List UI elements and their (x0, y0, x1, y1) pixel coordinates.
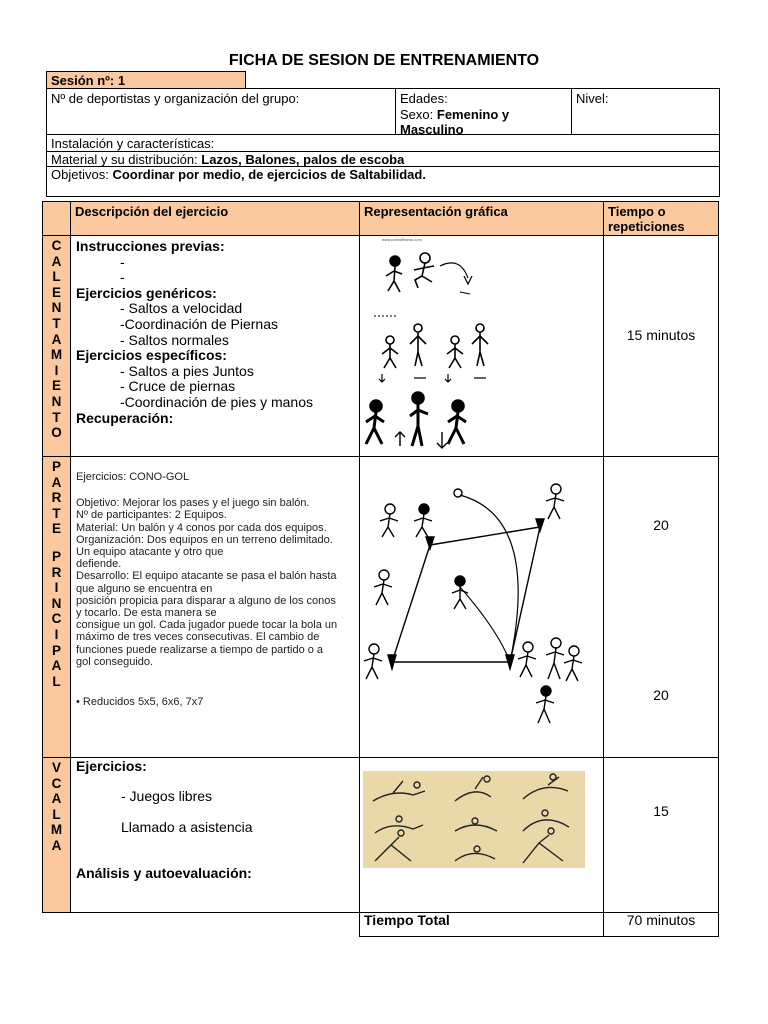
specific-item: -Coordinación de pies y manos (120, 393, 313, 410)
side-calentamiento (42, 235, 71, 457)
principal-line: que alguno se encuentra en (76, 582, 213, 595)
side-letter-gap (43, 537, 70, 549)
side-calma (42, 757, 71, 913)
side-principal (42, 456, 71, 758)
reducidos-item: • Reducidos 5x5, 6x6, 7x7 (76, 696, 204, 709)
principal-graphic-cell (359, 456, 604, 758)
total-value: 70 minutos (603, 912, 719, 937)
nivel-label: Nivel: (576, 91, 609, 106)
ejercicios-value: CONO-GOL (129, 471, 190, 483)
side-letter: R (51, 564, 62, 580)
dash-item: - (120, 253, 125, 270)
stretching-image (363, 771, 585, 868)
principal-line: posición propicia para disparar a alguno de los conos (76, 594, 336, 607)
side-letter: C (51, 238, 62, 253)
genericos-label: Ejercicios genéricos: (76, 284, 217, 301)
side-letter: T (52, 409, 61, 425)
warmup-exercise-drawing (360, 236, 600, 454)
specific-item: - Saltos a pies Juntos (120, 362, 254, 379)
generic-item: - Saltos normales (120, 331, 229, 348)
side-letter: A (51, 331, 62, 347)
material-label: Material y su distribución: (51, 152, 198, 167)
header-tiempo: Tiempo o repeticiones (603, 201, 719, 236)
calma-item: - Juegos libres (121, 788, 213, 804)
side-letter: A (51, 791, 62, 807)
edades-label: Edades: (400, 91, 448, 106)
material-value: Lazos, Balones, palos de escoba (201, 152, 405, 167)
side-letter: I (54, 626, 59, 642)
side-letter: C (51, 775, 62, 791)
principal-time-1: 20 (653, 517, 669, 533)
ejercicios-label: Ejercicios: (76, 471, 127, 483)
principal-line: y tocarlo. De esta manera se (76, 607, 217, 620)
especificos-label: Ejercicios específicos: (76, 347, 227, 364)
side-letter: V (51, 760, 61, 775)
side-letter: P (51, 459, 61, 474)
principal-line: gol conseguido. (76, 655, 154, 668)
side-letter: R (51, 490, 62, 506)
calma-time: 15 (603, 757, 719, 913)
side-letter: M (50, 822, 63, 838)
side-letter: A (51, 837, 62, 853)
side-letter: E (51, 521, 61, 537)
side-letter: T (52, 315, 61, 331)
side-letter: I (54, 580, 59, 596)
side-letter: O (51, 425, 62, 441)
header-descripcion: Descripción del ejercicio (70, 201, 360, 236)
principal-time-2: 20 (653, 687, 669, 703)
principal-line: Organización: Dos equipos en un terreno delimitado. (76, 533, 333, 546)
side-letter: N (51, 300, 62, 316)
side-letter: L (52, 806, 61, 822)
deportistas-cell (46, 88, 396, 135)
side-letter: E (51, 284, 61, 300)
total-label: Tiempo Total (359, 912, 604, 937)
side-letter: A (51, 474, 62, 490)
principal-time-cell (603, 456, 719, 758)
nivel-cell (571, 88, 720, 135)
specific-item: - Cruce de piernas (120, 378, 236, 395)
principal-line: Objetivo: Mejorar los pases y el juego sin balón. (76, 497, 310, 510)
session-number: Sesión nº: 1 (46, 71, 246, 89)
side-letter: C (51, 611, 62, 627)
principal-line: Un equipo atacante y otro que (76, 546, 224, 559)
recuperacion-label: Recuperación: (76, 409, 174, 426)
page-title: FICHA DE SESION DE ENTRENAMIENTO (228, 52, 540, 69)
side-letter: A (51, 658, 62, 674)
analisis-label: Análisis y autoevaluación: (76, 865, 252, 881)
side-letter: P (51, 548, 61, 564)
principal-line: consigue un gol. Cada jugador puede tocar la bola un (76, 619, 338, 632)
side-letter: M (50, 347, 63, 363)
generic-item: - Saltos a velocidad (120, 300, 243, 317)
principal-line: Nº de participantes: 2 Equipos. (76, 509, 227, 522)
principal-line: máximo de tres veces consecutivas. El cambio de (76, 631, 320, 644)
calentamiento-graphic-cell (359, 235, 604, 457)
calentamiento-time: 15 minutos (603, 235, 719, 457)
sexo-value: Femenino y Masculino (400, 106, 510, 137)
side-letter: T (52, 505, 61, 521)
material-cell (46, 151, 720, 167)
calma-description (70, 757, 360, 913)
sexo-label: Sexo: (400, 106, 434, 122)
side-letter: I (54, 362, 59, 378)
calma-graphic-cell (359, 757, 604, 913)
generic-item: -Coordinación de Piernas (120, 315, 278, 332)
instalacion-label: Instalación y características: (51, 136, 215, 151)
side-letter: A (51, 253, 62, 269)
principal-description (70, 456, 360, 758)
stretching-figures-drawing (363, 771, 585, 868)
instrucciones-label: Instrucciones previas: (76, 238, 225, 254)
side-letter: N (51, 393, 62, 409)
deportistas-label: Nº de deportistas y organización del grupo: (51, 91, 300, 106)
principal-line: Material: Un balón y 4 conos por cada dos equipos. (76, 521, 327, 534)
calma-ejercicios-label: Ejercicios: (76, 758, 147, 774)
calma-item: Llamado a asistencia (121, 819, 253, 835)
cono-gol-diagram (360, 457, 600, 755)
principal-line: Desarrollo: El equipo atacante se pasa el balón hasta (76, 570, 337, 583)
principal-line: funciones puede realizarse a tiempo de partido o a (76, 643, 324, 656)
objetivos-label: Objetivos: (51, 167, 109, 182)
side-letter: P (51, 642, 61, 658)
dash-item: - (120, 269, 125, 286)
edades-cell (395, 88, 572, 135)
calentamiento-description (70, 235, 360, 457)
objetivos-cell (46, 166, 720, 197)
header-representacion: Representación gráfica (359, 201, 604, 236)
principal-line: defiende. (76, 558, 122, 571)
side-letter: N (51, 595, 62, 611)
side-letter: L (52, 673, 61, 689)
graphic-watermark: www.portalfitness.com (382, 237, 422, 242)
instalacion-cell (46, 134, 720, 152)
side-letter: L (52, 269, 61, 285)
side-letter: E (51, 378, 61, 394)
header-blank-cell (42, 201, 71, 236)
objetivos-value: Coordinar por medio, de ejercicios de Saltabilidad. (112, 167, 426, 182)
